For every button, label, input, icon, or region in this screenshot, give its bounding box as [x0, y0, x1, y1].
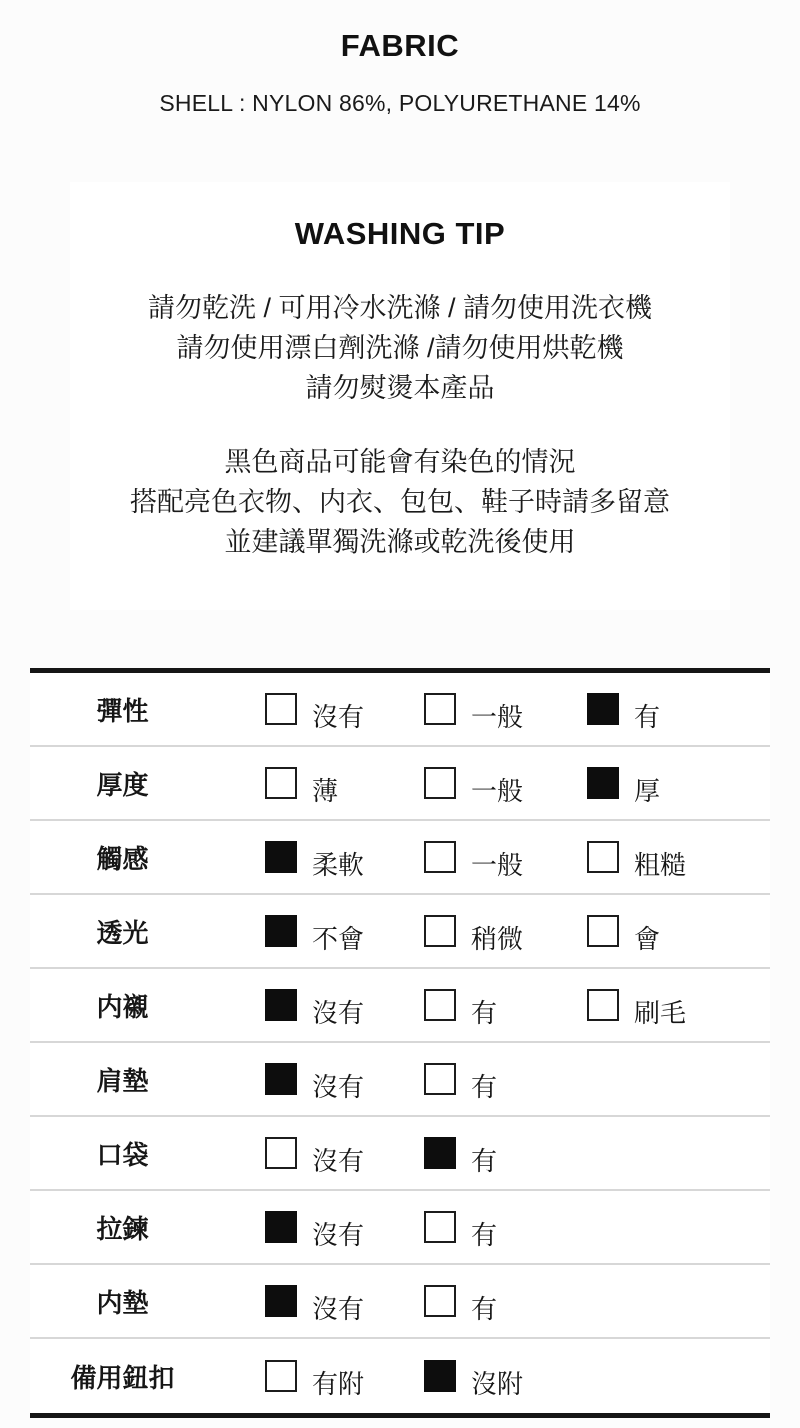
washing-instructions	[70, 288, 730, 408]
washing-line: 請勿使用漂白劑洗滌 /請勿使用烘乾機	[176, 333, 624, 363]
option-label: 稍微	[471, 923, 524, 954]
attribute-option	[265, 691, 424, 732]
attribute-table	[30, 668, 770, 1418]
attribute-option	[265, 839, 424, 880]
attribute-option	[587, 913, 661, 954]
washing-tip-section	[70, 182, 730, 610]
attribute-label: 備用鈕扣	[70, 1362, 175, 1393]
attribute-option	[265, 765, 424, 806]
attribute-option	[424, 765, 587, 806]
attribute-label: 肩墊	[96, 1065, 149, 1096]
attribute-option	[265, 913, 424, 954]
attribute-label: 内襯	[96, 991, 149, 1022]
attribute-label: 厚度	[96, 769, 149, 800]
option-label: 有附	[312, 1368, 365, 1399]
option-label: 沒有	[312, 1293, 365, 1324]
attribute-option	[424, 1358, 524, 1399]
checkbox-unchecked-icon	[587, 989, 619, 1021]
attribute-options	[215, 765, 770, 806]
checkbox-unchecked-icon	[424, 915, 456, 947]
option-label: 沒附	[471, 1368, 524, 1399]
attribute-options	[215, 1358, 770, 1399]
fabric-title: FABRIC	[340, 28, 460, 63]
option-label: 有	[471, 997, 498, 1028]
option-label: 粗糙	[634, 849, 687, 880]
checkbox-checked-icon	[265, 841, 297, 873]
attribute-options	[215, 913, 770, 954]
attribute-option	[424, 1209, 498, 1250]
checkbox-unchecked-icon	[424, 1285, 456, 1317]
attribute-option	[424, 839, 587, 880]
checkbox-unchecked-icon	[424, 841, 456, 873]
option-label: 有	[471, 1293, 498, 1324]
checkbox-checked-icon	[424, 1137, 456, 1169]
option-label: 一般	[471, 849, 524, 880]
attribute-option	[424, 1135, 498, 1176]
attribute-option	[265, 1061, 424, 1102]
attribute-option	[424, 913, 587, 954]
attribute-option	[587, 691, 661, 732]
attribute-row	[30, 1043, 770, 1117]
option-label: 沒有	[312, 1145, 365, 1176]
option-label: 一般	[471, 775, 524, 806]
checkbox-unchecked-icon	[265, 693, 297, 725]
checkbox-checked-icon	[424, 1360, 456, 1392]
attribute-option	[424, 691, 587, 732]
option-label: 有	[471, 1219, 498, 1250]
attribute-option	[265, 1283, 424, 1324]
attribute-option	[424, 1283, 498, 1324]
attribute-option	[587, 839, 687, 880]
option-label: 沒有	[312, 1071, 365, 1102]
option-label: 刷毛	[634, 997, 687, 1028]
fabric-composition: SHELL : NYLON 86%, POLYURETHANE 14%	[159, 90, 641, 116]
washing-line: 並建議單獨洗滌或乾洗後使用	[224, 527, 576, 557]
checkbox-checked-icon	[265, 915, 297, 947]
attribute-option	[424, 1061, 498, 1102]
washing-line: 請勿乾洗 / 可用冷水洗滌 / 請勿使用洗衣機	[147, 293, 652, 323]
attribute-row	[30, 895, 770, 969]
washing-line: 請勿熨燙本產品	[305, 373, 495, 403]
attribute-option	[265, 1358, 424, 1399]
option-label: 沒有	[312, 701, 365, 732]
checkbox-checked-icon	[587, 693, 619, 725]
checkbox-unchecked-icon	[424, 1063, 456, 1095]
option-label: 一般	[471, 701, 524, 732]
attribute-row	[30, 821, 770, 895]
checkbox-unchecked-icon	[265, 1137, 297, 1169]
option-label: 柔軟	[312, 849, 365, 880]
attribute-row	[30, 1117, 770, 1191]
option-label: 沒有	[312, 1219, 365, 1250]
checkbox-unchecked-icon	[424, 693, 456, 725]
checkbox-checked-icon	[265, 1063, 297, 1095]
dye-warning-notes	[70, 442, 730, 562]
checkbox-unchecked-icon	[424, 767, 456, 799]
attribute-option	[424, 987, 587, 1028]
attribute-option	[265, 987, 424, 1028]
checkbox-unchecked-icon	[265, 767, 297, 799]
attribute-label: 口袋	[96, 1139, 149, 1170]
checkbox-checked-icon	[265, 1285, 297, 1317]
checkbox-unchecked-icon	[587, 915, 619, 947]
attribute-row	[30, 673, 770, 747]
attribute-label: 透光	[96, 917, 149, 948]
attribute-label: 觸感	[96, 843, 149, 874]
fabric-section	[0, 0, 800, 116]
attribute-row	[30, 1265, 770, 1339]
option-label: 沒有	[312, 997, 365, 1028]
attribute-label: 内墊	[96, 1287, 149, 1318]
option-label: 有	[471, 1145, 498, 1176]
option-label: 有	[471, 1071, 498, 1102]
attribute-option	[587, 765, 661, 806]
attribute-option	[265, 1209, 424, 1250]
option-label: 會	[634, 923, 661, 954]
attribute-row	[30, 969, 770, 1043]
attribute-options	[215, 1061, 770, 1102]
attribute-option	[587, 987, 687, 1028]
attribute-label: 拉鍊	[96, 1213, 149, 1244]
option-label: 不會	[312, 923, 365, 954]
attribute-options	[215, 1135, 770, 1176]
option-label: 薄	[312, 775, 339, 806]
checkbox-unchecked-icon	[424, 989, 456, 1021]
attribute-row	[30, 1339, 770, 1413]
attribute-row	[30, 747, 770, 821]
attribute-label: 彈性	[96, 695, 149, 726]
attribute-options	[215, 987, 770, 1028]
washing-line: 搭配亮色衣物、内衣、包包、鞋子時請多留意	[130, 487, 670, 517]
attribute-options	[215, 1283, 770, 1324]
washing-tip-title: WASHING TIP	[294, 216, 506, 251]
checkbox-unchecked-icon	[265, 1360, 297, 1392]
checkbox-unchecked-icon	[587, 841, 619, 873]
checkbox-unchecked-icon	[424, 1211, 456, 1243]
washing-line: 黑色商品可能會有染色的情況	[224, 447, 576, 477]
attribute-options	[215, 839, 770, 880]
option-label: 有	[634, 701, 661, 732]
checkbox-checked-icon	[265, 1211, 297, 1243]
checkbox-checked-icon	[587, 767, 619, 799]
attribute-options	[215, 1209, 770, 1250]
checkbox-checked-icon	[265, 989, 297, 1021]
attribute-option	[265, 1135, 424, 1176]
attribute-options	[215, 691, 770, 732]
attribute-row	[30, 1191, 770, 1265]
option-label: 厚	[634, 775, 661, 806]
